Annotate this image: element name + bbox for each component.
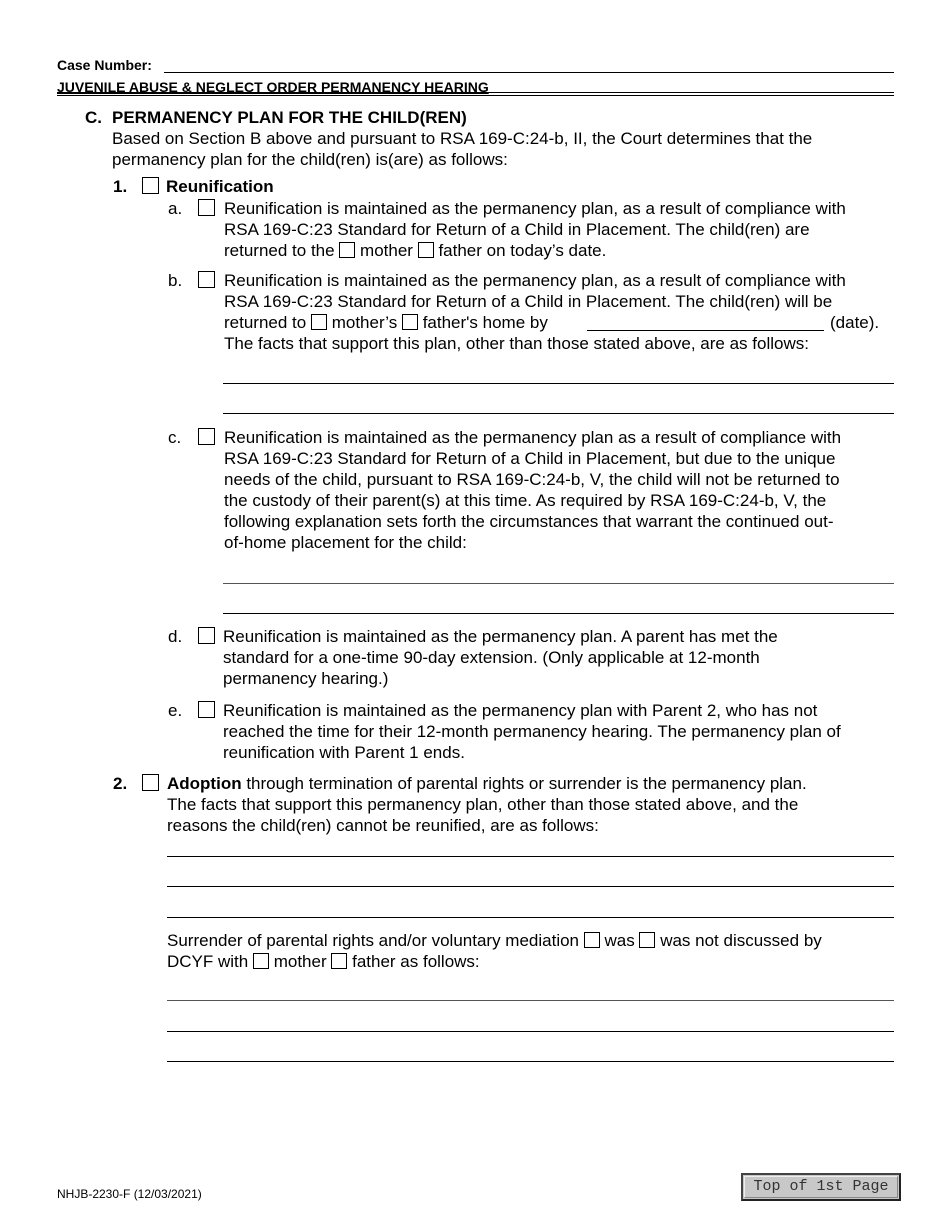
option-e-checkbox[interactable] <box>198 701 215 718</box>
surrender-mother-checkbox[interactable] <box>253 953 269 969</box>
surrender-details-line-1 <box>167 1000 894 1001</box>
option-b-facts-line-1 <box>223 383 894 384</box>
option-a-mother-label: mother <box>360 241 413 260</box>
option-a-line-1: Reunification is maintained as the permanency plan, as a result of compliance with <box>224 199 846 218</box>
option-c-explanation-input-1[interactable] <box>224 564 896 584</box>
option-c-line-5: following explanation sets forth the circumstances that warrant the continued out- <box>224 512 834 531</box>
surrender-line-1 <box>167 930 822 951</box>
section-letter: C. <box>85 108 102 127</box>
option-d-line-2: standard for a one-time 90-day extension. (Only applicable at 12-month <box>223 648 760 667</box>
option-a-father-checkbox[interactable] <box>418 242 434 258</box>
surrender-line-2 <box>167 951 480 972</box>
option-c-explanation-line-2 <box>223 613 894 614</box>
section-intro-line-2: permanency plan for the child(ren) is(are) as follows: <box>112 150 508 169</box>
was-label: was <box>604 931 635 950</box>
option-c-explanation-input-2[interactable] <box>224 595 896 615</box>
adoption-facts-line-2 <box>167 886 894 887</box>
top-of-first-page-button[interactable]: Top of 1st Page <box>741 1173 901 1201</box>
header-rule-1 <box>57 92 894 93</box>
option-b-facts-input-2[interactable] <box>224 395 896 415</box>
option-b-mother-label: mother’s <box>331 313 398 332</box>
option-b-line-2: RSA 169-C:23 Standard for Return of a Child in Placement. The child(ren) will be <box>224 292 833 311</box>
surrender-mother-label: mother <box>273 952 327 971</box>
option-a-line-3 <box>224 240 606 261</box>
adoption-title: Adoption <box>167 774 242 793</box>
surrender-details-input-2[interactable] <box>168 1013 896 1033</box>
case-number-underline <box>164 72 894 73</box>
surrender-father-label: father as follows: <box>352 952 480 971</box>
reunification-checkbox[interactable] <box>142 177 159 194</box>
surrender-details-line-2 <box>167 1031 894 1032</box>
adoption-line-1 <box>167 773 807 794</box>
option-b-letter: b. <box>168 271 183 290</box>
option-b-line-1: Reunification is maintained as the permanency plan, as a result of compliance with <box>224 271 846 290</box>
surrender-details-input-3[interactable] <box>168 1043 896 1063</box>
option-b-father-checkbox[interactable] <box>402 314 418 330</box>
form-title: JUVENILE ABUSE & NEGLECT ORDER PERMANENCY HEARING <box>57 79 489 95</box>
option-b-date-suffix: (date). <box>830 313 880 332</box>
option-d-letter: d. <box>168 627 183 646</box>
adoption-facts-input-1[interactable] <box>168 838 896 858</box>
option-e-line-3: reunification with Parent 1 ends. <box>223 743 465 762</box>
option-b-facts-input-1[interactable] <box>224 364 896 384</box>
adoption-line-1-rest: through termination of parental rights or surrender is the permanency plan. <box>241 774 807 793</box>
option-c-line-1: Reunification is maintained as the permanency plan as a result of compliance with <box>224 428 842 447</box>
option-d-line-3: permanency hearing.) <box>223 669 389 688</box>
option-c-letter: c. <box>168 428 182 447</box>
option-c-line-4: the custody of their parent(s) at this time. As required by RSA 169-C:24-b, V, the <box>224 491 827 510</box>
option-b-facts-line-2 <box>223 413 894 414</box>
adoption-line-2: The facts that support this permanency plan, other than those stated above, and the <box>167 795 799 814</box>
option-b-checkbox[interactable] <box>198 271 215 288</box>
was-discussed-checkbox[interactable] <box>584 932 600 948</box>
option-c-line-3: needs of the child, pursuant to RSA 169-C:24-b, V, the child will not be returned to <box>224 470 840 489</box>
section-intro-line-1: Based on Section B above and pursuant to RSA 169-C:24-b, II, the Court determines that the <box>112 129 813 148</box>
option-c-explanation-line-1 <box>223 583 894 584</box>
surrender-details-input-1[interactable] <box>168 982 896 1002</box>
adoption-checkbox[interactable] <box>142 774 159 791</box>
was-not-label: was not discussed by <box>660 931 822 950</box>
form-id: NHJB-2230-F (12/03/2021) <box>57 1187 202 1201</box>
option-b-line-4: The facts that support this plan, other than those stated above, are as follows: <box>224 334 809 353</box>
item-1-number: 1. <box>113 177 128 196</box>
adoption-facts-input-2[interactable] <box>168 868 896 888</box>
option-b-line-3 <box>224 312 548 333</box>
option-b-mother-checkbox[interactable] <box>311 314 327 330</box>
option-c-line-2: RSA 169-C:23 Standard for Return of a Child in Placement, but due to the unique <box>224 449 836 468</box>
option-b-returned-to: returned to <box>224 313 307 332</box>
adoption-facts-line-1 <box>167 856 894 857</box>
option-d-checkbox[interactable] <box>198 627 215 644</box>
option-c-line-6: of-home placement for the child: <box>224 533 467 552</box>
adoption-line-3: reasons the child(ren) cannot be reunified, are as follows: <box>167 816 599 835</box>
option-c-checkbox[interactable] <box>198 428 215 445</box>
option-a-letter: a. <box>168 199 183 218</box>
option-e-letter: e. <box>168 701 183 720</box>
option-e-line-2: reached the time for their 12-month permanency hearing. The permanency plan of <box>223 722 841 741</box>
adoption-facts-line-3 <box>167 917 894 918</box>
surrender-text: Surrender of parental rights and/or voluntary mediation <box>167 931 580 950</box>
option-e-line-1: Reunification is maintained as the permanency plan with Parent 2, who has not <box>223 701 818 720</box>
surrender-details-line-3 <box>167 1061 894 1062</box>
adoption-facts-input-3[interactable] <box>168 899 896 919</box>
option-d-line-1: Reunification is maintained as the permanency plan. A parent has met the <box>223 627 778 646</box>
option-b-father-label: father's home by <box>422 313 548 332</box>
option-b-date-input[interactable] <box>587 312 827 332</box>
item-2-number: 2. <box>113 774 128 793</box>
surrender-father-checkbox[interactable] <box>331 953 347 969</box>
option-a-line-2: RSA 169-C:23 Standard for Return of a Child in Placement. The child(ren) are <box>224 220 810 239</box>
case-number-label: Case Number: <box>57 57 152 73</box>
section-title: PERMANENCY PLAN FOR THE CHILD(REN) <box>112 108 467 127</box>
option-a-father-label: father on today’s date. <box>438 241 607 260</box>
option-b-date-underline <box>587 330 824 331</box>
reunification-title: Reunification <box>166 177 274 196</box>
dcyf-with-text: DCYF with <box>167 952 249 971</box>
was-not-discussed-checkbox[interactable] <box>639 932 655 948</box>
option-a-returned-to: returned to the <box>224 241 335 260</box>
header-rule-2 <box>57 95 894 96</box>
option-a-mother-checkbox[interactable] <box>339 242 355 258</box>
option-a-checkbox[interactable] <box>198 199 215 216</box>
